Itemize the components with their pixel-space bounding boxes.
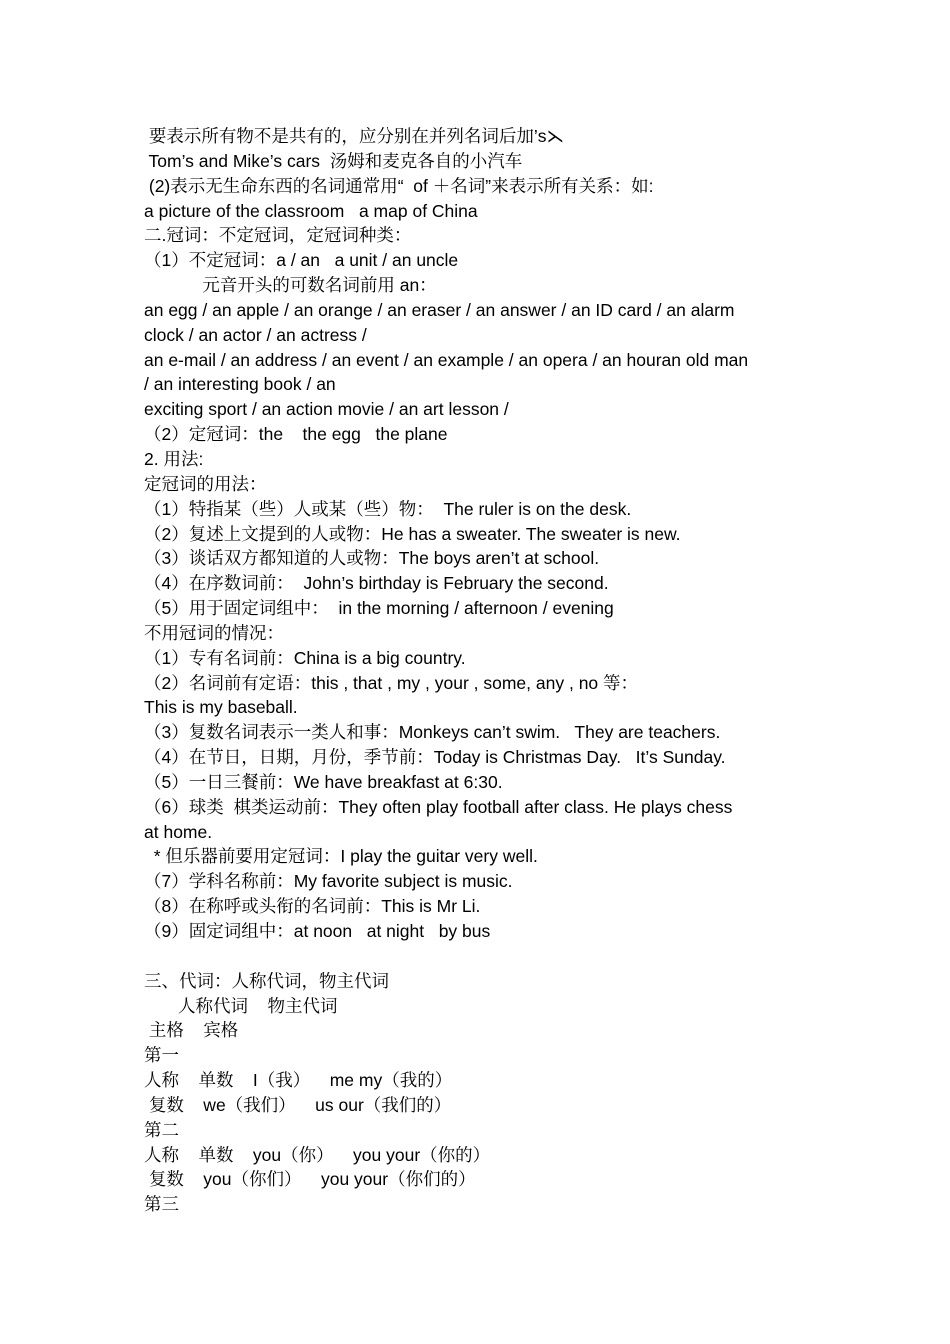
text-line: （7）学科名称前：My favorite subject is music. xyxy=(144,871,513,892)
text-line: 要表示所有物不是共有的，应分别在并列名词后加’s⋋ xyxy=(144,126,564,146)
blank-line xyxy=(144,944,814,969)
text-line: clock / an actor / an actress / xyxy=(144,324,367,345)
text-line: / an interesting book / an xyxy=(144,374,336,395)
text-line: （4）在序数词前： John’s birthday is February the second. xyxy=(144,573,609,594)
subheading-no-article: 不用冠词的情况： xyxy=(144,622,284,643)
text-line: （5）用于固定词组中： in the morning / afternoon / evening xyxy=(144,598,614,619)
pronoun-table-row: 第一 xyxy=(144,1045,179,1066)
text-line: （4）在节日，日期，月份，季节前：Today is Christmas Day. It’s Sunday. xyxy=(144,747,726,768)
text-line: (2)表示无生命东西的名词通常用“ of ＋名词”来表示所有关系：如: xyxy=(144,175,654,196)
text-line: an e-mail / an address / an event / an example / an opera / an houran old man xyxy=(144,349,749,370)
section-heading-pronouns: 三、代词：人称代词，物主代词 xyxy=(144,970,389,991)
text-line: * 但乐器前要用定冠词：I play the guitar very well. xyxy=(144,846,538,867)
subheading-definite-article-usage: 定冠词的用法： xyxy=(144,473,267,494)
pronoun-table-row: 人称 单数 you（你） you your（你的） xyxy=(144,1144,491,1165)
text-line: at home. xyxy=(144,821,213,842)
section-heading-articles: 二.冠词：不定冠词，定冠词种类： xyxy=(144,225,412,246)
text-line: （9）固定词组中：at noon at night by bus xyxy=(144,921,491,941)
text-line: Tom’s and Mike’s cars 汤姆和麦克各自的小汽车 xyxy=(144,150,523,171)
text-line: （1）特指某（些）人或某（些）物： The ruler is on the desk. xyxy=(144,498,632,519)
pronoun-table-row: 复数 you（你们） you your（你们的） xyxy=(144,1169,476,1190)
text-line: （1）不定冠词：a / an a unit / an uncle xyxy=(144,250,459,271)
subheading-usage: 2. 用法: xyxy=(144,448,204,469)
text-line: a picture of the classroom a map of China xyxy=(144,200,478,221)
document-body xyxy=(144,124,814,1217)
text-line: （1）专有名词前：China is a big country. xyxy=(144,647,466,668)
text-line: （2）复述上文提到的人或物：He has a sweater. The sweater is new. xyxy=(144,523,681,544)
text-line: an egg / an apple / an orange / an eraser / an answer / an ID card / an alarm xyxy=(144,299,735,320)
pronoun-table-row: 人称 单数 I（我） me my（我的） xyxy=(144,1070,453,1091)
text-line: （6）球类 棋类运动前：They often play football after class. He plays chess xyxy=(144,796,733,817)
text-line: This is my baseball. xyxy=(144,697,298,718)
text-line: exciting sport / an action movie / an art lesson / xyxy=(144,399,509,420)
pronoun-table-header: 主格 宾格 xyxy=(144,1020,239,1041)
pronoun-table-row: 第二 xyxy=(144,1119,179,1140)
text-line: （2）名词前有定语：this , that , my , your , some, any , no 等： xyxy=(144,672,639,693)
text-line: 元音开头的可数名词前用 an： xyxy=(144,275,437,296)
text-line: （3）谈话双方都知道的人或物：The boys aren’t at school. xyxy=(144,548,600,569)
pronoun-table-header: 人称代词 物主代词 xyxy=(144,995,338,1016)
pronoun-table-row: 复数 we（我们） us our（我们的） xyxy=(144,1094,452,1115)
text-line: （8）在称呼或头衔的名词前：This is Mr Li. xyxy=(144,896,481,917)
text-line: （2）定冠词：the the egg the plane xyxy=(144,424,448,445)
text-line: （3）复数名词表示一类人和事：Monkeys can’t swim. They are teachers. xyxy=(144,722,721,743)
pronoun-table-row: 第三 xyxy=(144,1194,179,1215)
text-line: （5）一日三餐前：We have breakfast at 6:30. xyxy=(144,771,503,792)
